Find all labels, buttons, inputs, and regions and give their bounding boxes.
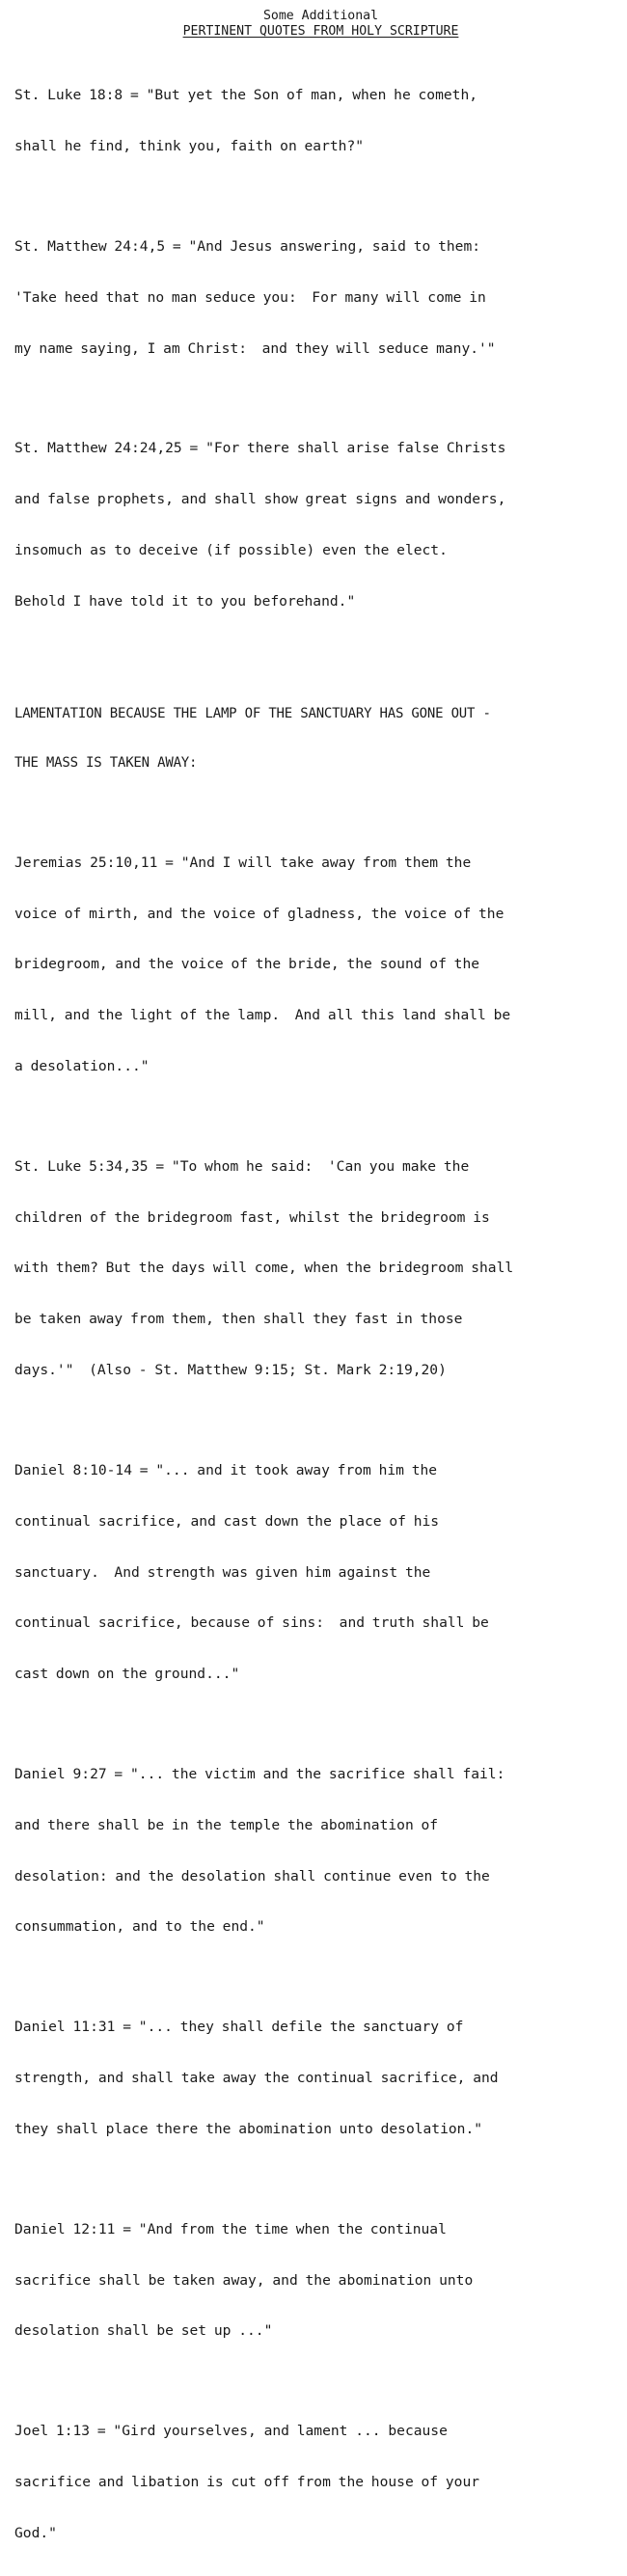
quote-line: St. Matthew 24:24,25 = "For there shall arise false Christs — [14, 440, 506, 457]
quote-line: desolation: and the desolation shall continue even to the — [14, 1867, 490, 1885]
quote-matthew-24-4 — [14, 204, 617, 392]
quote-daniel-8-10 — [14, 1428, 617, 1717]
quote-jeremias-25-10 — [14, 821, 617, 1109]
quote-daniel-9-27 — [14, 1732, 617, 1969]
quote-line: St. Luke 18:8 = "But yet the Son of man, when he cometh, — [14, 87, 478, 104]
quote-line: strength, and shall take away the continual sacrifice, and — [14, 2070, 499, 2087]
quote-matthew-24-24 — [14, 406, 617, 643]
quote-line: God." — [14, 2525, 57, 2541]
quote-line: and false prophets, and shall show great signs and wonders, — [14, 491, 506, 508]
quote-line: consummation, and to the end." — [14, 1918, 265, 1936]
quote-line: children of the bridegroom fast, whilst the bridegroom is — [14, 1208, 490, 1226]
section-heading-line: THE MASS IS TAKEN AWAY: — [14, 754, 198, 771]
quote-line: Behold I have told it to you beforehand." — [14, 592, 356, 610]
quote-line: continual sacrifice, because of sins: and truth shall be — [14, 1614, 489, 1632]
document-header — [14, 9, 617, 40]
quote-luke-18-8 — [14, 53, 617, 189]
quote-line: continual sacrifice, and cast down the place of his — [14, 1512, 440, 1530]
quote-line: sacrifice and libation is cut off from the house of your — [14, 2474, 480, 2491]
quote-line: Daniel 12:11 = "And from the time when the continual — [14, 2220, 447, 2237]
section-heading-line: LAMENTATION BECAUSE THE LAMP OF THE SANCTUARY HAS GONE OUT - — [14, 705, 491, 721]
quote-line: and there shall be in the temple the abomination of — [14, 1816, 439, 1833]
quote-line: a desolation..." — [14, 1057, 150, 1074]
quote-line: desolation shall be set up ..." — [14, 2322, 273, 2340]
header-subtitle: Some Additional — [262, 9, 379, 23]
quote-joel-1-13 — [14, 2389, 617, 2576]
quote-line: Jeremias 25:10,11 = "And I will take away from them the — [14, 854, 472, 871]
quote-daniel-11-31 — [14, 1985, 617, 2172]
quote-line: mill, and the light of the lamp. And all this land shall be — [14, 1007, 511, 1024]
quote-line: insomuch as to deceive (if possible) even the elect. — [14, 542, 448, 559]
quote-line: Daniel 11:31 = "... they shall defile the sanctuary of — [14, 2019, 464, 2036]
quote-line: cast down on the ground..." — [14, 1666, 240, 1683]
document-title: PERTINENT QUOTES FROM HOLY SCRIPTURE — [182, 24, 459, 39]
quote-line: sanctuary. And strength was given him against the — [14, 1563, 431, 1581]
quote-daniel-12-11 — [14, 2187, 617, 2374]
quote-line: St. Luke 5:34,35 = "To whom he said: 'Can you make the — [14, 1157, 470, 1175]
section-heading-lamentation — [14, 673, 617, 804]
quote-line: with them? But the days will come, when the bridegroom shall — [14, 1260, 514, 1277]
quote-line: voice of mirth, and the voice of gladness, the voice of the — [14, 905, 504, 922]
quote-line: Daniel 8:10-14 = "... and it took away from him the — [14, 1461, 438, 1478]
quote-line: sacrifice shall be taken away, and the abomination unto — [14, 2271, 474, 2289]
quote-line: be taken away from them, then shall they fast in those — [14, 1311, 463, 1328]
quote-line: St. Matthew 24:4,5 = "And Jesus answering, said to them: — [14, 237, 481, 255]
quote-line: bridegroom, and the voice of the bride, the sound of the — [14, 956, 480, 973]
quote-line: my name saying, I am Christ: and they will seduce many.'" — [14, 339, 496, 357]
quote-line: they shall place there the abomination unto desolation." — [14, 2120, 483, 2137]
quote-line: Joel 1:13 = "Gird yourselves, and lament ... because — [14, 2423, 448, 2440]
quote-line: Daniel 9:27 = "... the victim and the sacrifice shall fail: — [14, 1766, 505, 1783]
quote-line: 'Take heed that no man seduce you: For many will come in — [14, 288, 486, 306]
quote-line: shall he find, think you, faith on earth?" — [14, 137, 365, 154]
quote-line: days.'" (Also - St. Matthew 9:15; St. Mark 2:19,20) — [14, 1362, 447, 1378]
quote-luke-5-34 — [14, 1125, 617, 1413]
